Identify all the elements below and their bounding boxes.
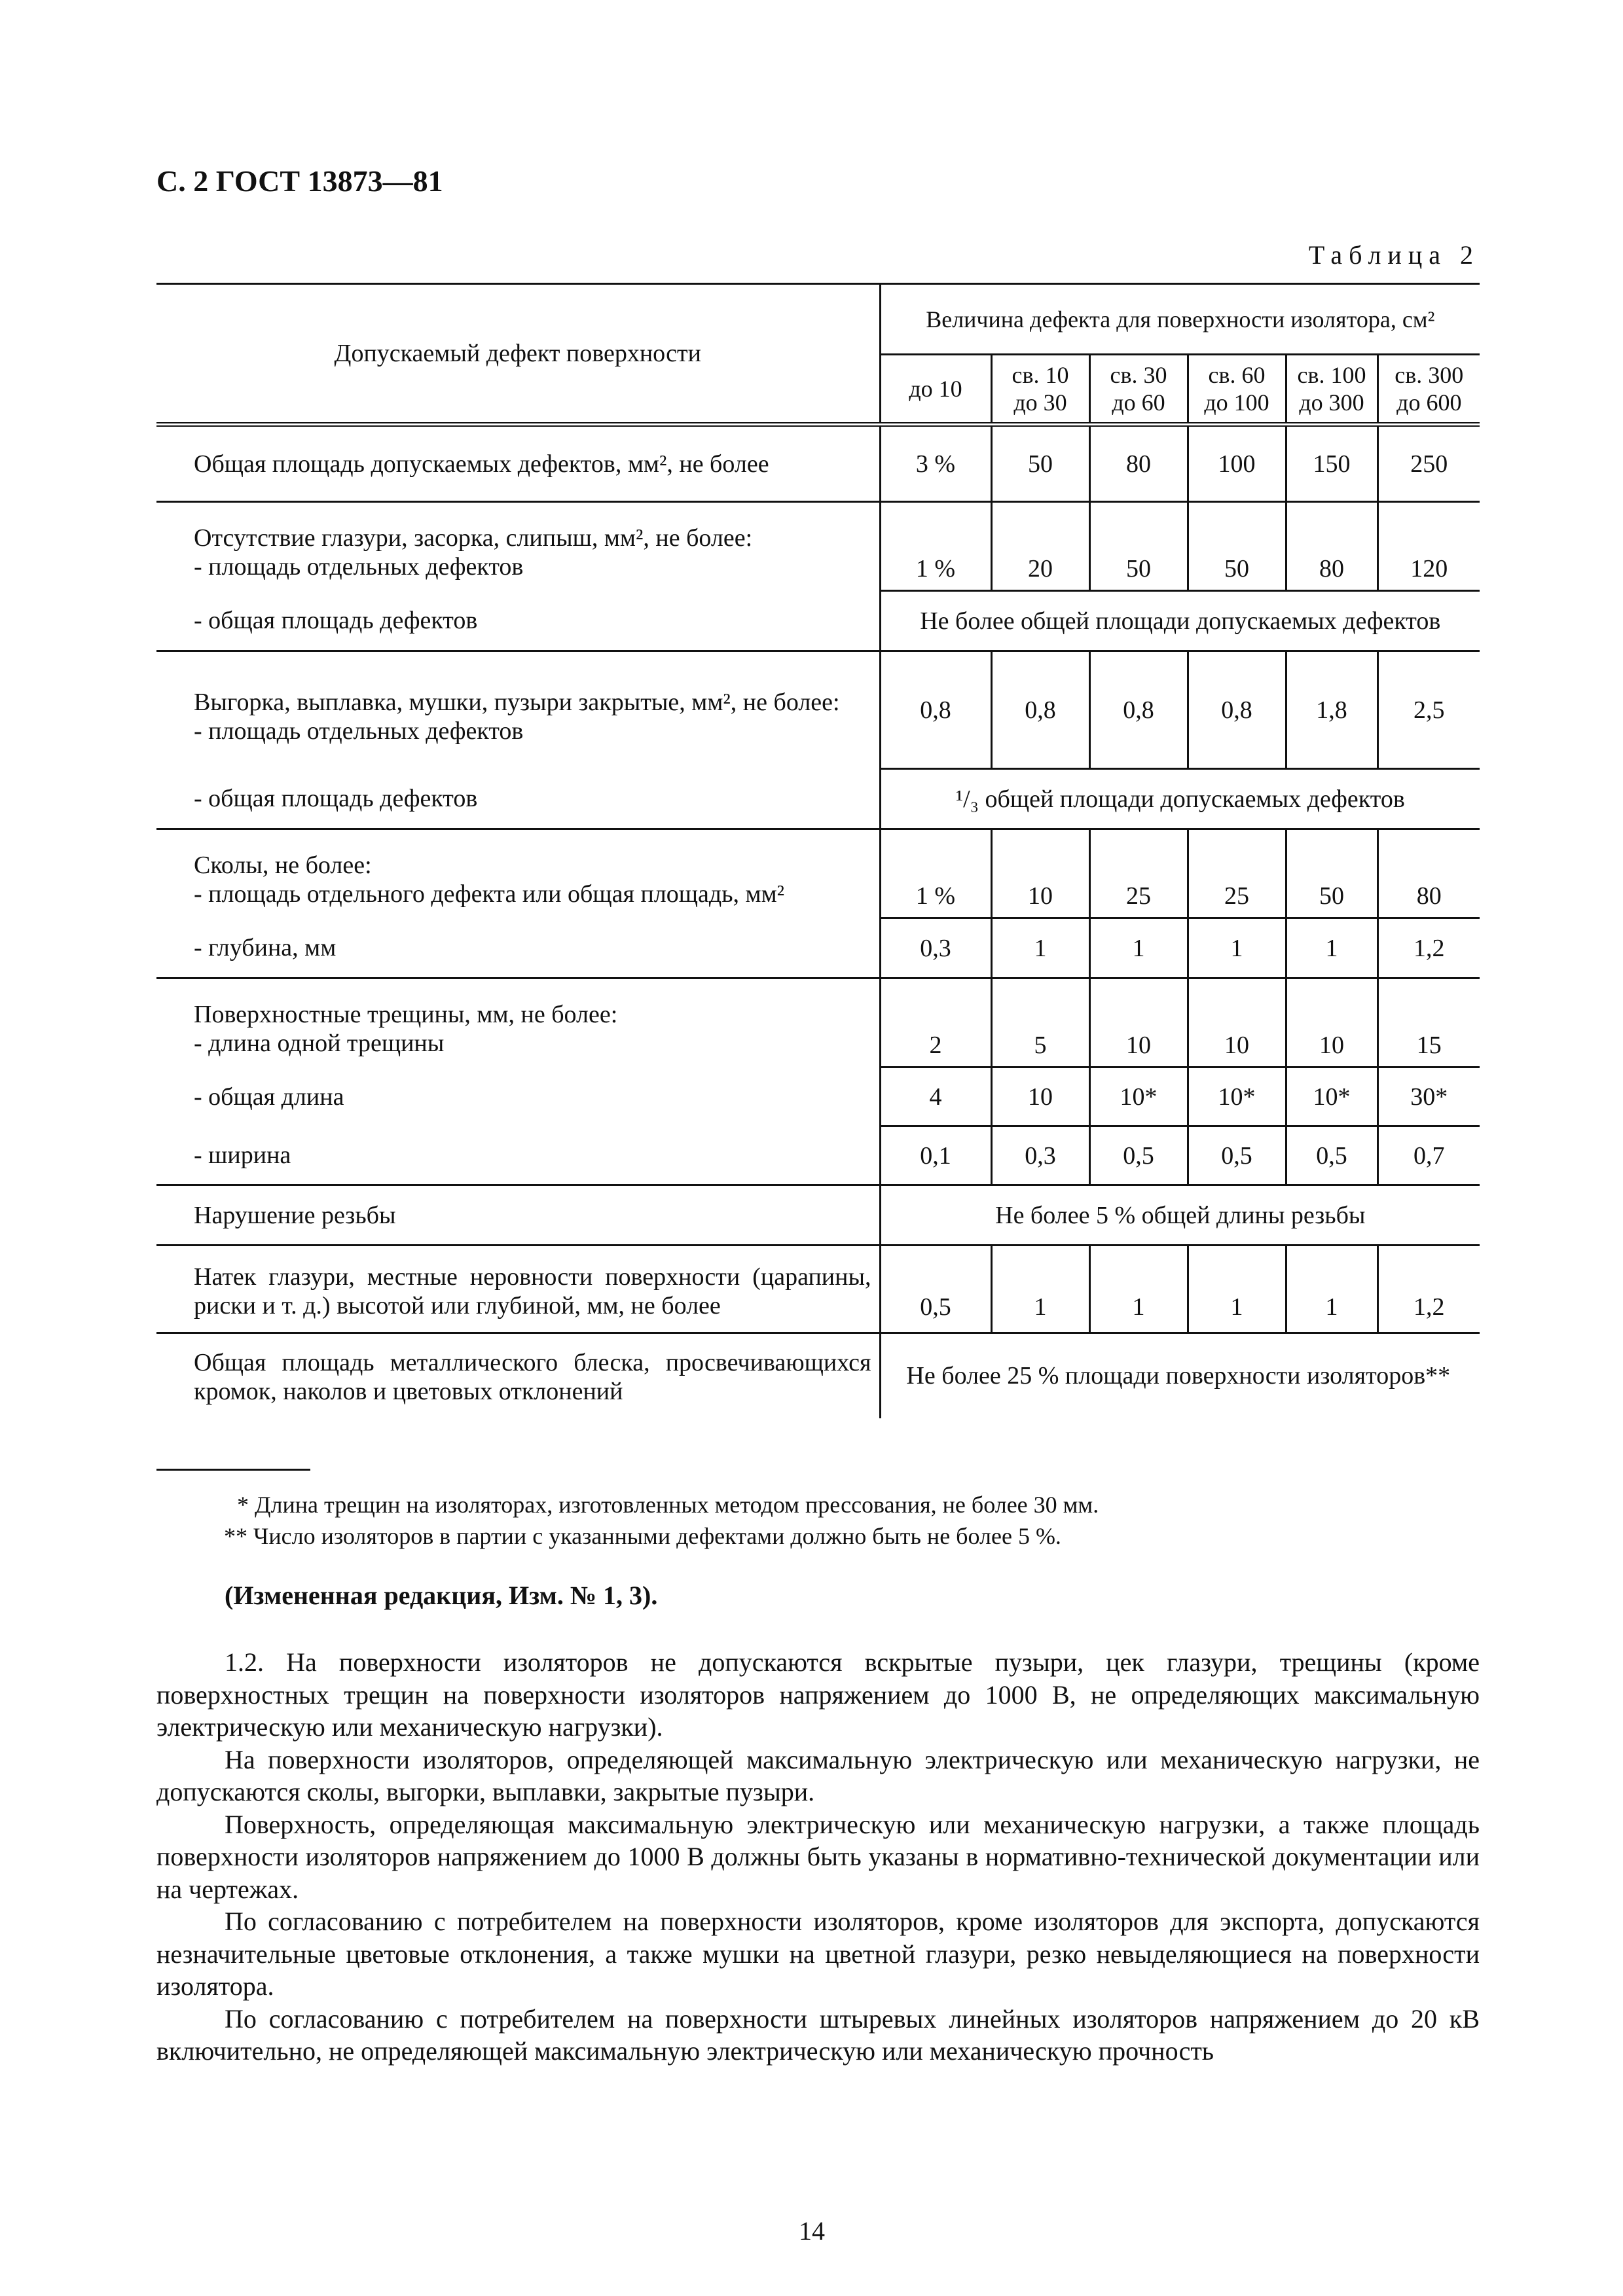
table-cell-span: Не более общей площади допускаемых дефектов [880, 591, 1480, 651]
table-cell: 0,5 [1286, 1126, 1377, 1185]
table-cell: 1 [1188, 1246, 1286, 1333]
column-header-defect: Допускаемый дефект поверхности [156, 284, 880, 423]
table-cell: 1,8 [1286, 651, 1377, 769]
row-label: Сколы, не более: [194, 852, 372, 880]
table-cell: 0,3 [991, 1126, 1089, 1185]
footnote-1: * Длина трещин на изоляторах, изготовленных методом прессования, не более 30 мм. [237, 1492, 1099, 1518]
table-cell: 1 [1286, 1246, 1377, 1333]
paragraph: По согласованию с потребителем на поверхности штыревых линейных изоляторов напряжением до 20 кВ включительно, не определяющей максимальную электрическую или механическую прочность [156, 2003, 1480, 2066]
paragraph: На поверхности изоляторов, определяющей максимальную электрическую или механическую нагрузки, не допускаются сколы, выгорки, выплавки, закрытые пузыри. [156, 1744, 1480, 1806]
table-row [156, 918, 1480, 978]
table-cell: 0,1 [880, 1126, 991, 1185]
row-label: - общая длина [194, 1083, 344, 1111]
table-cell: 10 [991, 829, 1089, 918]
table-cell: 10* [1089, 1067, 1188, 1126]
table-cell: 4 [880, 1067, 991, 1126]
table-cell: 120 [1377, 502, 1480, 591]
table-cell: 150 [1286, 425, 1377, 502]
row-label: Нарушение резьбы [156, 1185, 880, 1246]
table-cell: 0,3 [880, 918, 991, 978]
row-sublabel: - площадь отдельных дефектов [194, 553, 524, 581]
table-cell: 25 [1188, 829, 1286, 918]
table-cell: 10* [1286, 1067, 1377, 1126]
table-row [156, 978, 1480, 1067]
table-cell: 1 [1089, 1246, 1188, 1333]
table-cell: 1 % [880, 502, 991, 591]
table-row [156, 651, 1480, 769]
row-label-group [156, 651, 880, 769]
table-row [156, 425, 1480, 502]
table-row [156, 769, 1480, 829]
table-cell-span: Не более 25 % площади поверхности изоляторов** [880, 1333, 1480, 1418]
amendment-note: (Измененная редакция, Изм. № 1, 3). [225, 1581, 658, 1610]
table-cell: 2 [880, 978, 991, 1067]
row-label: - ширина [156, 1126, 880, 1185]
size-col-3: св. 30 до 60 [1089, 355, 1188, 423]
table-cell-span: Не более 5 % общей длины резьбы [880, 1185, 1480, 1246]
row-label: - общая площадь дефектов [156, 591, 880, 651]
row-label: Общая площадь допускаемых дефектов, мм², не более [156, 425, 880, 502]
table-cell: 0,8 [991, 651, 1089, 769]
footnote-divider [156, 1469, 310, 1471]
table-row [156, 1246, 1480, 1333]
size-col-2: св. 10 до 30 [991, 355, 1089, 423]
table-cell: 0,8 [1089, 651, 1188, 769]
table-row [156, 502, 1480, 591]
column-header-size-group: Величина дефекта для поверхности изолятора, см² [880, 284, 1480, 355]
row-label-group [156, 502, 880, 591]
table-row [156, 1333, 1480, 1418]
table-cell: 100 [1188, 425, 1286, 502]
table-cell: 80 [1089, 425, 1188, 502]
table-cell: 20 [991, 502, 1089, 591]
table-row [156, 1185, 1480, 1246]
table-cell-span: ¹/₃ общей площади допускаемых дефектов [880, 769, 1480, 829]
table-row [156, 591, 1480, 651]
table-cell: 10 [1286, 978, 1377, 1067]
table-cell: 50 [1286, 829, 1377, 918]
table-cell: 0,8 [880, 651, 991, 769]
table-caption: Таблица 2 [1308, 240, 1480, 270]
table-cell: 0,5 [1089, 1126, 1188, 1185]
table-cell: 10 [1089, 978, 1188, 1067]
table-cell: 30* [1377, 1067, 1480, 1126]
row-label: Натек глазури, местные неровности поверхности (царапины, риски и т. д.) высотой или глубиной, мм, не более [156, 1246, 880, 1333]
row-sublabel: - площадь отдельных дефектов [194, 717, 524, 745]
table-cell: 10 [991, 1067, 1089, 1126]
row-sublabel: - длина одной трещины [194, 1030, 445, 1058]
table-cell: 1 [991, 918, 1089, 978]
table-row [156, 829, 1480, 918]
table-cell: 50 [991, 425, 1089, 502]
paragraph: 1.2. На поверхности изоляторов не допускаются вскрытые пузыри, цек глазури, трещины (кроме поверхностных трещин на поверхности изоляторов напряжением до 1000 В, не определяющих максимальную электрическую или механическую нагрузки). [156, 1647, 1480, 1742]
row-label: Выгорка, выплавка, мушки, пузыри закрытые, мм², не более: [194, 689, 840, 717]
paragraph: По согласованию с потребителем на поверхности изоляторов, кроме изоляторов для экспорта, допускаются незначительные цветовые отклонения, а также мушки на цветной глазури, резко невыделяющиеся на поверхности изолятора. [156, 1907, 1480, 2001]
table-cell: 80 [1286, 502, 1377, 591]
size-col-5: св. 100 до 300 [1286, 355, 1377, 423]
table-cell: 0,5 [1188, 1126, 1286, 1185]
size-col-6: св. 300 до 600 [1377, 355, 1480, 423]
row-label-group [156, 978, 880, 1067]
row-label-group [156, 829, 880, 918]
table-cell: 1 [1089, 918, 1188, 978]
table-cell: 15 [1377, 978, 1480, 1067]
table-cell: 10* [1188, 1067, 1286, 1126]
table-cell: 1 [1286, 918, 1377, 978]
table-cell: 0,5 [880, 1246, 991, 1333]
table-cell: 10 [1188, 978, 1286, 1067]
table-header-row [156, 284, 1480, 355]
table-cell: 1,2 [1377, 1246, 1480, 1333]
page-number: 14 [799, 2216, 825, 2246]
row-sublabel: - площадь отдельного дефекта или общая площадь, мм² [194, 880, 785, 908]
table-cell: 5 [991, 978, 1089, 1067]
row-label: - общая площадь дефектов [156, 769, 880, 829]
table-cell: 250 [1377, 425, 1480, 502]
table-cell: 1,2 [1377, 918, 1480, 978]
size-col-1: до 10 [880, 355, 991, 423]
table-cell: 80 [1377, 829, 1480, 918]
body-text [156, 1646, 1480, 2068]
table-cell: 50 [1188, 502, 1286, 591]
row-label: Общая площадь металлического блеска, просвечивающихся кромок, наколов и цветовых отклонений [194, 1349, 871, 1406]
table-cell: 1 [1188, 918, 1286, 978]
size-col-4: св. 60 до 100 [1188, 355, 1286, 423]
table-cell: 0,7 [1377, 1126, 1480, 1185]
table-row [156, 1126, 1480, 1185]
table-row [156, 1067, 1480, 1126]
paragraph: Поверхность, определяющая максимальную электрическую или механическую нагрузки, а также площадь поверхности изоляторов напряжением до 1000 В должны быть указаны в нормативно-технической документации или на чертежах. [156, 1809, 1480, 1904]
table-cell: 1 [991, 1246, 1089, 1333]
page-header: С. 2 ГОСТ 13873—81 [156, 164, 443, 198]
table-cell: 50 [1089, 502, 1188, 591]
table-cell: 3 % [880, 425, 991, 502]
table-cell: 0,8 [1188, 651, 1286, 769]
row-label: - глубина, мм [156, 918, 880, 978]
defects-table [156, 283, 1480, 1418]
table-cell: 1 % [880, 829, 991, 918]
row-label: Поверхностные трещины, мм, не более: [194, 1001, 618, 1029]
table-cell: 25 [1089, 829, 1188, 918]
table-cell: 2,5 [1377, 651, 1480, 769]
footnote-2: ** Число изоляторов в партии с указанными дефектами должно быть не более 5 %. [224, 1523, 1061, 1549]
row-label: Отсутствие глазури, засорка, слипыш, мм², не более: [194, 524, 753, 552]
